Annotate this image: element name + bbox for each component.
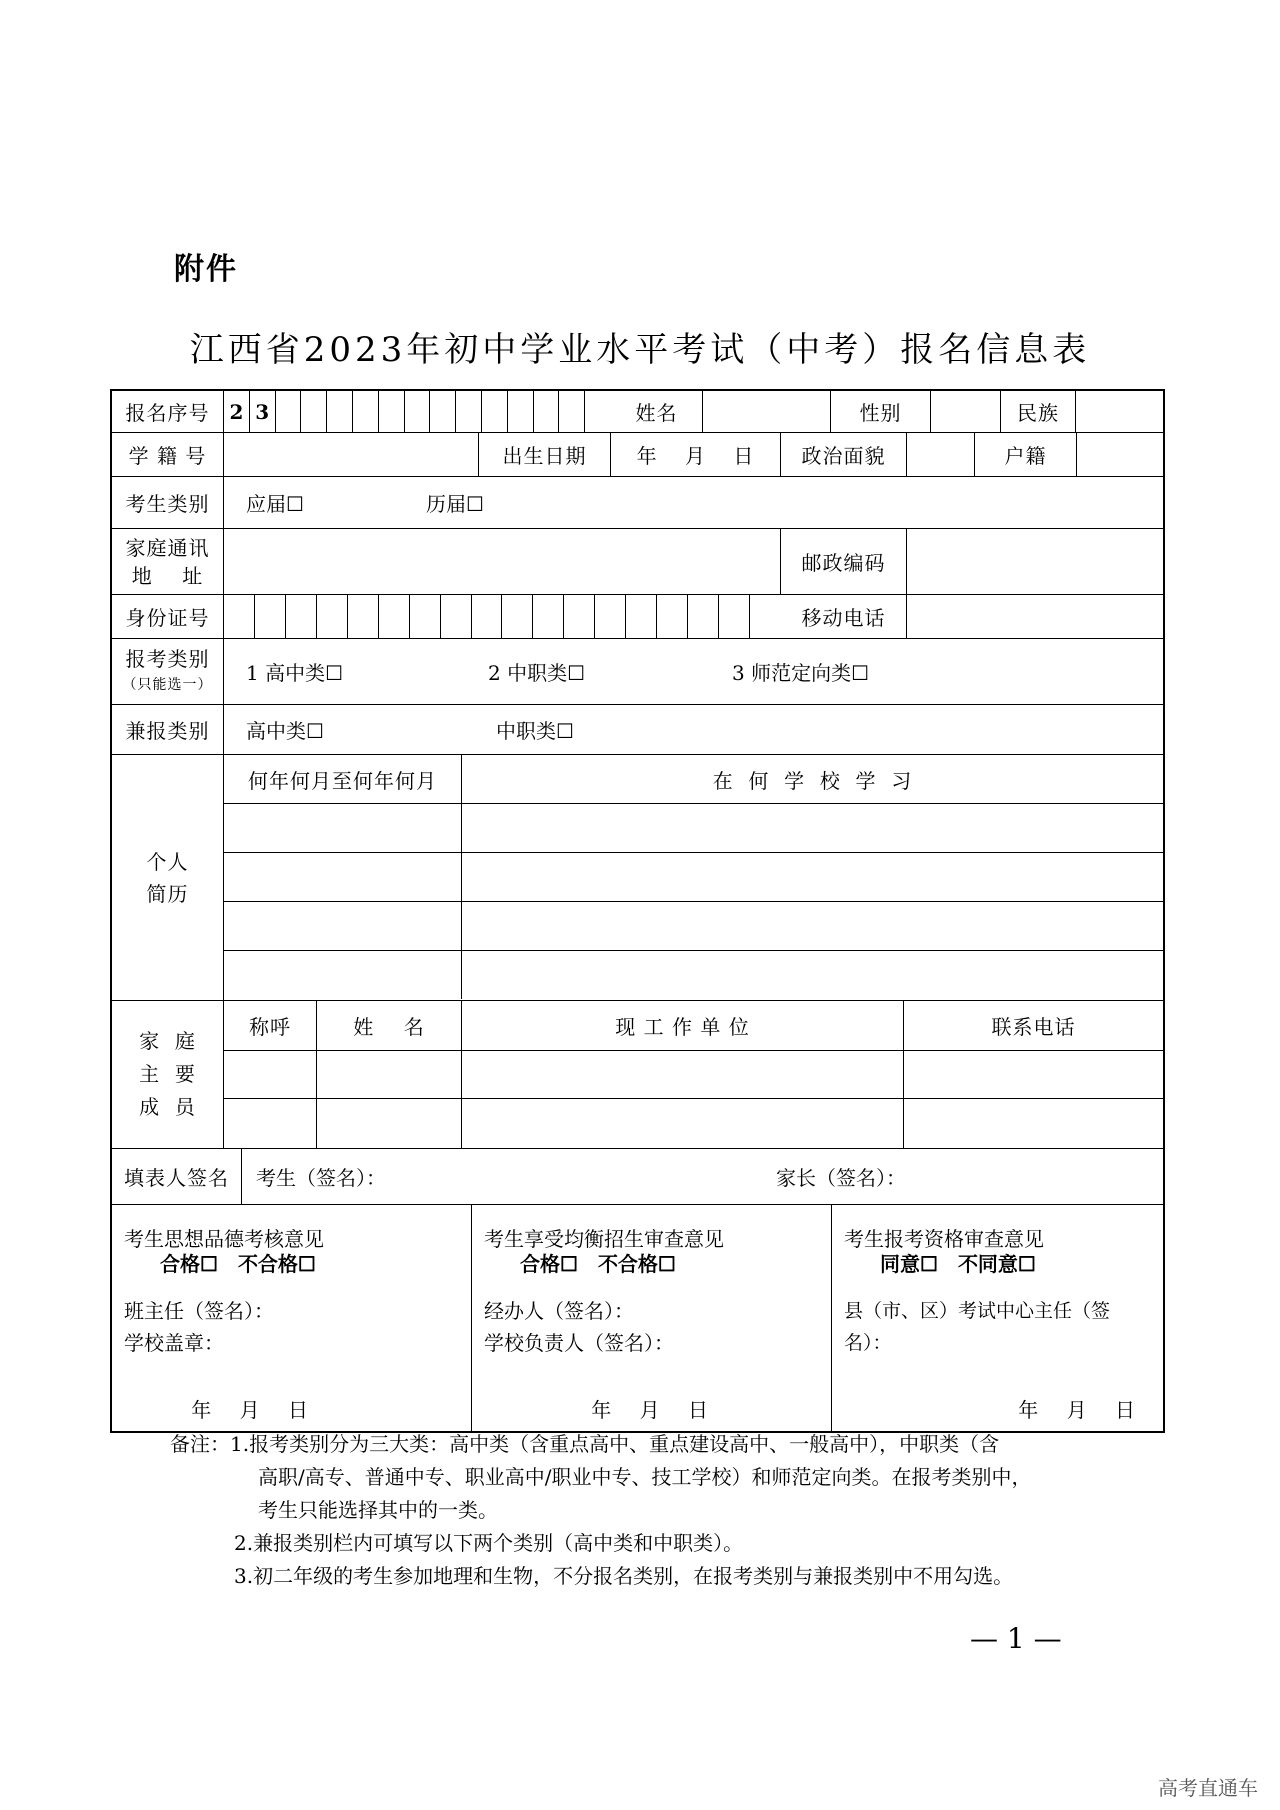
political-status-field[interactable] (907, 433, 975, 476)
registration-form (110, 389, 1165, 1433)
id-digit-box[interactable] (533, 595, 564, 638)
resume-row[interactable] (224, 853, 1163, 902)
row-also-apply (112, 705, 1163, 755)
id-digit-box[interactable] (410, 595, 441, 638)
reg-digit-box[interactable] (482, 391, 508, 432)
resume-row[interactable] (224, 804, 1163, 853)
row-student-category (112, 477, 1163, 529)
id-digit-box[interactable] (472, 595, 503, 638)
opinion-date: 年 月 日 (591, 1398, 708, 1422)
opinion-sign-2: 学校负责人（签名）： (484, 1331, 674, 1355)
note-2: 2.兼报类别栏内可填写以下两个类别（高中类和中职类）。 (234, 1531, 744, 1555)
exam-type-highschool-checkbox[interactable]: 1 高中类☐ (246, 661, 344, 685)
opinion-sign-1: 经办人（签名）： (484, 1299, 634, 1323)
address-label-line2: 地 址 (131, 563, 204, 588)
ethnic-field[interactable] (1076, 391, 1163, 432)
family-col-work: 现 工 作 单 位 (462, 1001, 904, 1050)
student-id-field[interactable] (224, 433, 479, 476)
name-label: 姓名 (611, 391, 703, 432)
gender-label: 性别 (831, 391, 931, 432)
political-status-label: 政治面貌 (781, 433, 907, 476)
note-1b: 高职/高专、普通中专、职业高中/职业中专、技工学校）和师范定向类。在报考类别中， (258, 1465, 1032, 1489)
opinion-title: 考生思想品德考核意见 (124, 1227, 324, 1251)
row-signature (112, 1149, 1163, 1205)
reg-digit-box[interactable] (379, 391, 405, 432)
exam-type-label (112, 639, 224, 704)
resume-label (112, 755, 224, 1000)
also-highschool-checkbox[interactable]: 高中类☐ (246, 719, 324, 743)
row-opinions (112, 1205, 1163, 1431)
id-digit-box[interactable] (379, 595, 410, 638)
also-vocational-checkbox[interactable]: 中职类☐ (496, 719, 574, 743)
signature-label: 填表人签名 (112, 1149, 242, 1204)
student-category-options (224, 477, 1163, 528)
opinion-balanced[interactable] (472, 1205, 832, 1431)
id-digit-box[interactable] (688, 595, 719, 638)
notes (170, 1428, 1140, 1593)
opinion-title: 考生报考资格审查意见 (844, 1227, 1044, 1251)
exam-type-options (224, 639, 1163, 704)
id-digit-box[interactable] (750, 595, 781, 638)
postcode-field[interactable] (907, 529, 1163, 594)
form-title: 江西省2023年初中学业水平考试（中考）报名信息表 (189, 330, 1091, 370)
opinion-title: 考生享受均衡招生审查意见 (484, 1227, 724, 1251)
resume-header (224, 755, 1163, 804)
row-family (112, 1001, 1163, 1149)
page-number: — 1 — (970, 1622, 1062, 1655)
birth-date-label: 出生日期 (479, 433, 611, 476)
reg-digit-box[interactable] (559, 391, 585, 432)
id-digit-box[interactable] (255, 595, 286, 638)
opinion-choice-agree[interactable]: 同意☐ (880, 1252, 938, 1276)
opinion-choice-fail[interactable]: 不合格☐ (597, 1252, 676, 1276)
id-digit-box[interactable] (657, 595, 688, 638)
reg-digit-box[interactable] (327, 391, 353, 432)
opinion-qualification[interactable] (832, 1205, 1163, 1431)
id-card-label: 身份证号 (112, 595, 224, 638)
reg-digit-box[interactable] (456, 391, 482, 432)
family-row[interactable] (224, 1051, 1163, 1100)
reg-digit-box[interactable] (534, 391, 560, 432)
opinion-date: 年 月 日 (1018, 1398, 1135, 1422)
reg-digit-box[interactable] (508, 391, 534, 432)
id-digit-box[interactable] (441, 595, 472, 638)
option-repeat-checkbox[interactable]: 历届☐ (426, 492, 484, 516)
gender-field[interactable] (931, 391, 1001, 432)
note-1a: 备注：1.报考类别分为三大类：高中类（含重点高中、重点建设高中、一般高中），中职类（含 (170, 1432, 1000, 1456)
note-1c: 考生只能选择其中的一类。 (258, 1498, 498, 1522)
watermark-text: 高考直通车 (1158, 1776, 1258, 1800)
reg-number-label: 报名序号 (112, 391, 224, 432)
opinion-choice-pass[interactable]: 合格☐ (160, 1252, 218, 1276)
id-digit-box[interactable] (348, 595, 379, 638)
family-col-phone: 联系电话 (991, 1014, 1076, 1039)
reg-digit-box[interactable] (405, 391, 431, 432)
family-label-line3: 成 员 (139, 1095, 196, 1119)
exam-type-label-text: 报考类别 (125, 646, 210, 671)
reg-digit-box[interactable]: 3 (250, 391, 276, 432)
also-apply-options (224, 705, 1163, 754)
ethnic-label: 民族 (1001, 391, 1076, 432)
opinion-choice-pass[interactable]: 合格☐ (520, 1252, 578, 1276)
exam-type-note: （只能选一） (122, 676, 213, 693)
mobile-field[interactable] (907, 595, 1163, 638)
id-digit-box[interactable] (595, 595, 626, 638)
also-apply-label: 兼报类别 (112, 705, 224, 754)
reg-number-digits[interactable] (224, 391, 611, 432)
reg-digit-box[interactable] (585, 391, 611, 432)
household-label: 户籍 (975, 433, 1077, 476)
student-category-label: 考生类别 (112, 477, 224, 528)
id-digit-box[interactable] (286, 595, 317, 638)
address-label (112, 529, 224, 594)
row-student-info (112, 433, 1163, 477)
family-header (224, 1001, 1163, 1051)
family-table (224, 1001, 1163, 1148)
resume-table (224, 755, 1163, 1000)
reg-digit-box[interactable] (301, 391, 327, 432)
mobile-label: 移动电话 (781, 595, 907, 638)
resume-row[interactable] (224, 951, 1163, 999)
opinion-sign-1: 班主任（签名）： (124, 1299, 274, 1323)
opinion-sign-2: 学校盖章： (124, 1331, 224, 1355)
birth-date-field[interactable]: 年 月 日 (611, 433, 781, 476)
student-signature[interactable]: 考生（签名）： (256, 1166, 386, 1190)
exam-type-vocational-checkbox[interactable]: 2 中职类☐ (488, 661, 586, 685)
id-card-digits[interactable] (224, 595, 781, 638)
id-digit-box[interactable] (317, 595, 348, 638)
row-exam-type (112, 639, 1163, 705)
family-col-name: 姓 名 (317, 1001, 462, 1050)
parent-signature[interactable]: 家长（签名）： (776, 1166, 906, 1190)
name-field[interactable] (703, 391, 831, 432)
id-digit-box[interactable] (626, 595, 657, 638)
family-row[interactable] (224, 1099, 1163, 1148)
family-col-relation: 称呼 (224, 1001, 317, 1050)
address-field[interactable] (224, 529, 781, 594)
note-3: 3.初二年级的考生参加地理和生物，不分报名类别，在报考类别与兼报类别中不用勾选。 (234, 1564, 1014, 1588)
household-field[interactable] (1077, 433, 1163, 476)
opinion-moral[interactable] (112, 1205, 472, 1431)
row-registration (112, 391, 1163, 433)
family-label (112, 1001, 224, 1148)
row-resume (112, 755, 1163, 1001)
attachment-label: 附件 (174, 252, 238, 287)
id-digit-box[interactable] (719, 595, 750, 638)
opinion-sign-1: 县（市、区）考试中心主任（签名）： (844, 1300, 1111, 1354)
id-digit-box[interactable] (224, 595, 255, 638)
opinion-date: 年 月 日 (191, 1398, 308, 1422)
signature-fields (242, 1149, 1163, 1204)
id-digit-box[interactable] (502, 595, 533, 638)
opinion-choice-fail[interactable]: 不合格☐ (237, 1252, 316, 1276)
reg-digit-box[interactable]: 2 (224, 391, 250, 432)
reg-digit-box[interactable] (276, 391, 302, 432)
reg-digit-box[interactable] (430, 391, 456, 432)
resume-label-line1: 个人 (146, 849, 189, 874)
resume-label-line2: 简历 (146, 881, 189, 906)
postcode-label: 邮政编码 (781, 529, 907, 594)
row-id-card (112, 595, 1163, 639)
resume-row[interactable] (224, 902, 1163, 951)
family-label-line1: 家 庭 (139, 1029, 196, 1053)
opinion-choice-disagree[interactable]: 不同意☐ (957, 1252, 1036, 1276)
reg-digit-box[interactable] (353, 391, 379, 432)
address-label-line1: 家庭通讯 (125, 535, 210, 560)
resume-col-school: 在 何 学 校 学 习 (712, 768, 913, 793)
id-digit-box[interactable] (564, 595, 595, 638)
resume-col-period: 何年何月至何年何月 (224, 755, 462, 803)
student-id-label: 学 籍 号 (112, 433, 224, 476)
option-fresh-checkbox[interactable]: 应届☐ (246, 492, 304, 516)
exam-type-teacher-checkbox[interactable]: 3 师范定向类☐ (732, 661, 870, 685)
row-address (112, 529, 1163, 595)
family-label-line2: 主 要 (139, 1062, 196, 1086)
